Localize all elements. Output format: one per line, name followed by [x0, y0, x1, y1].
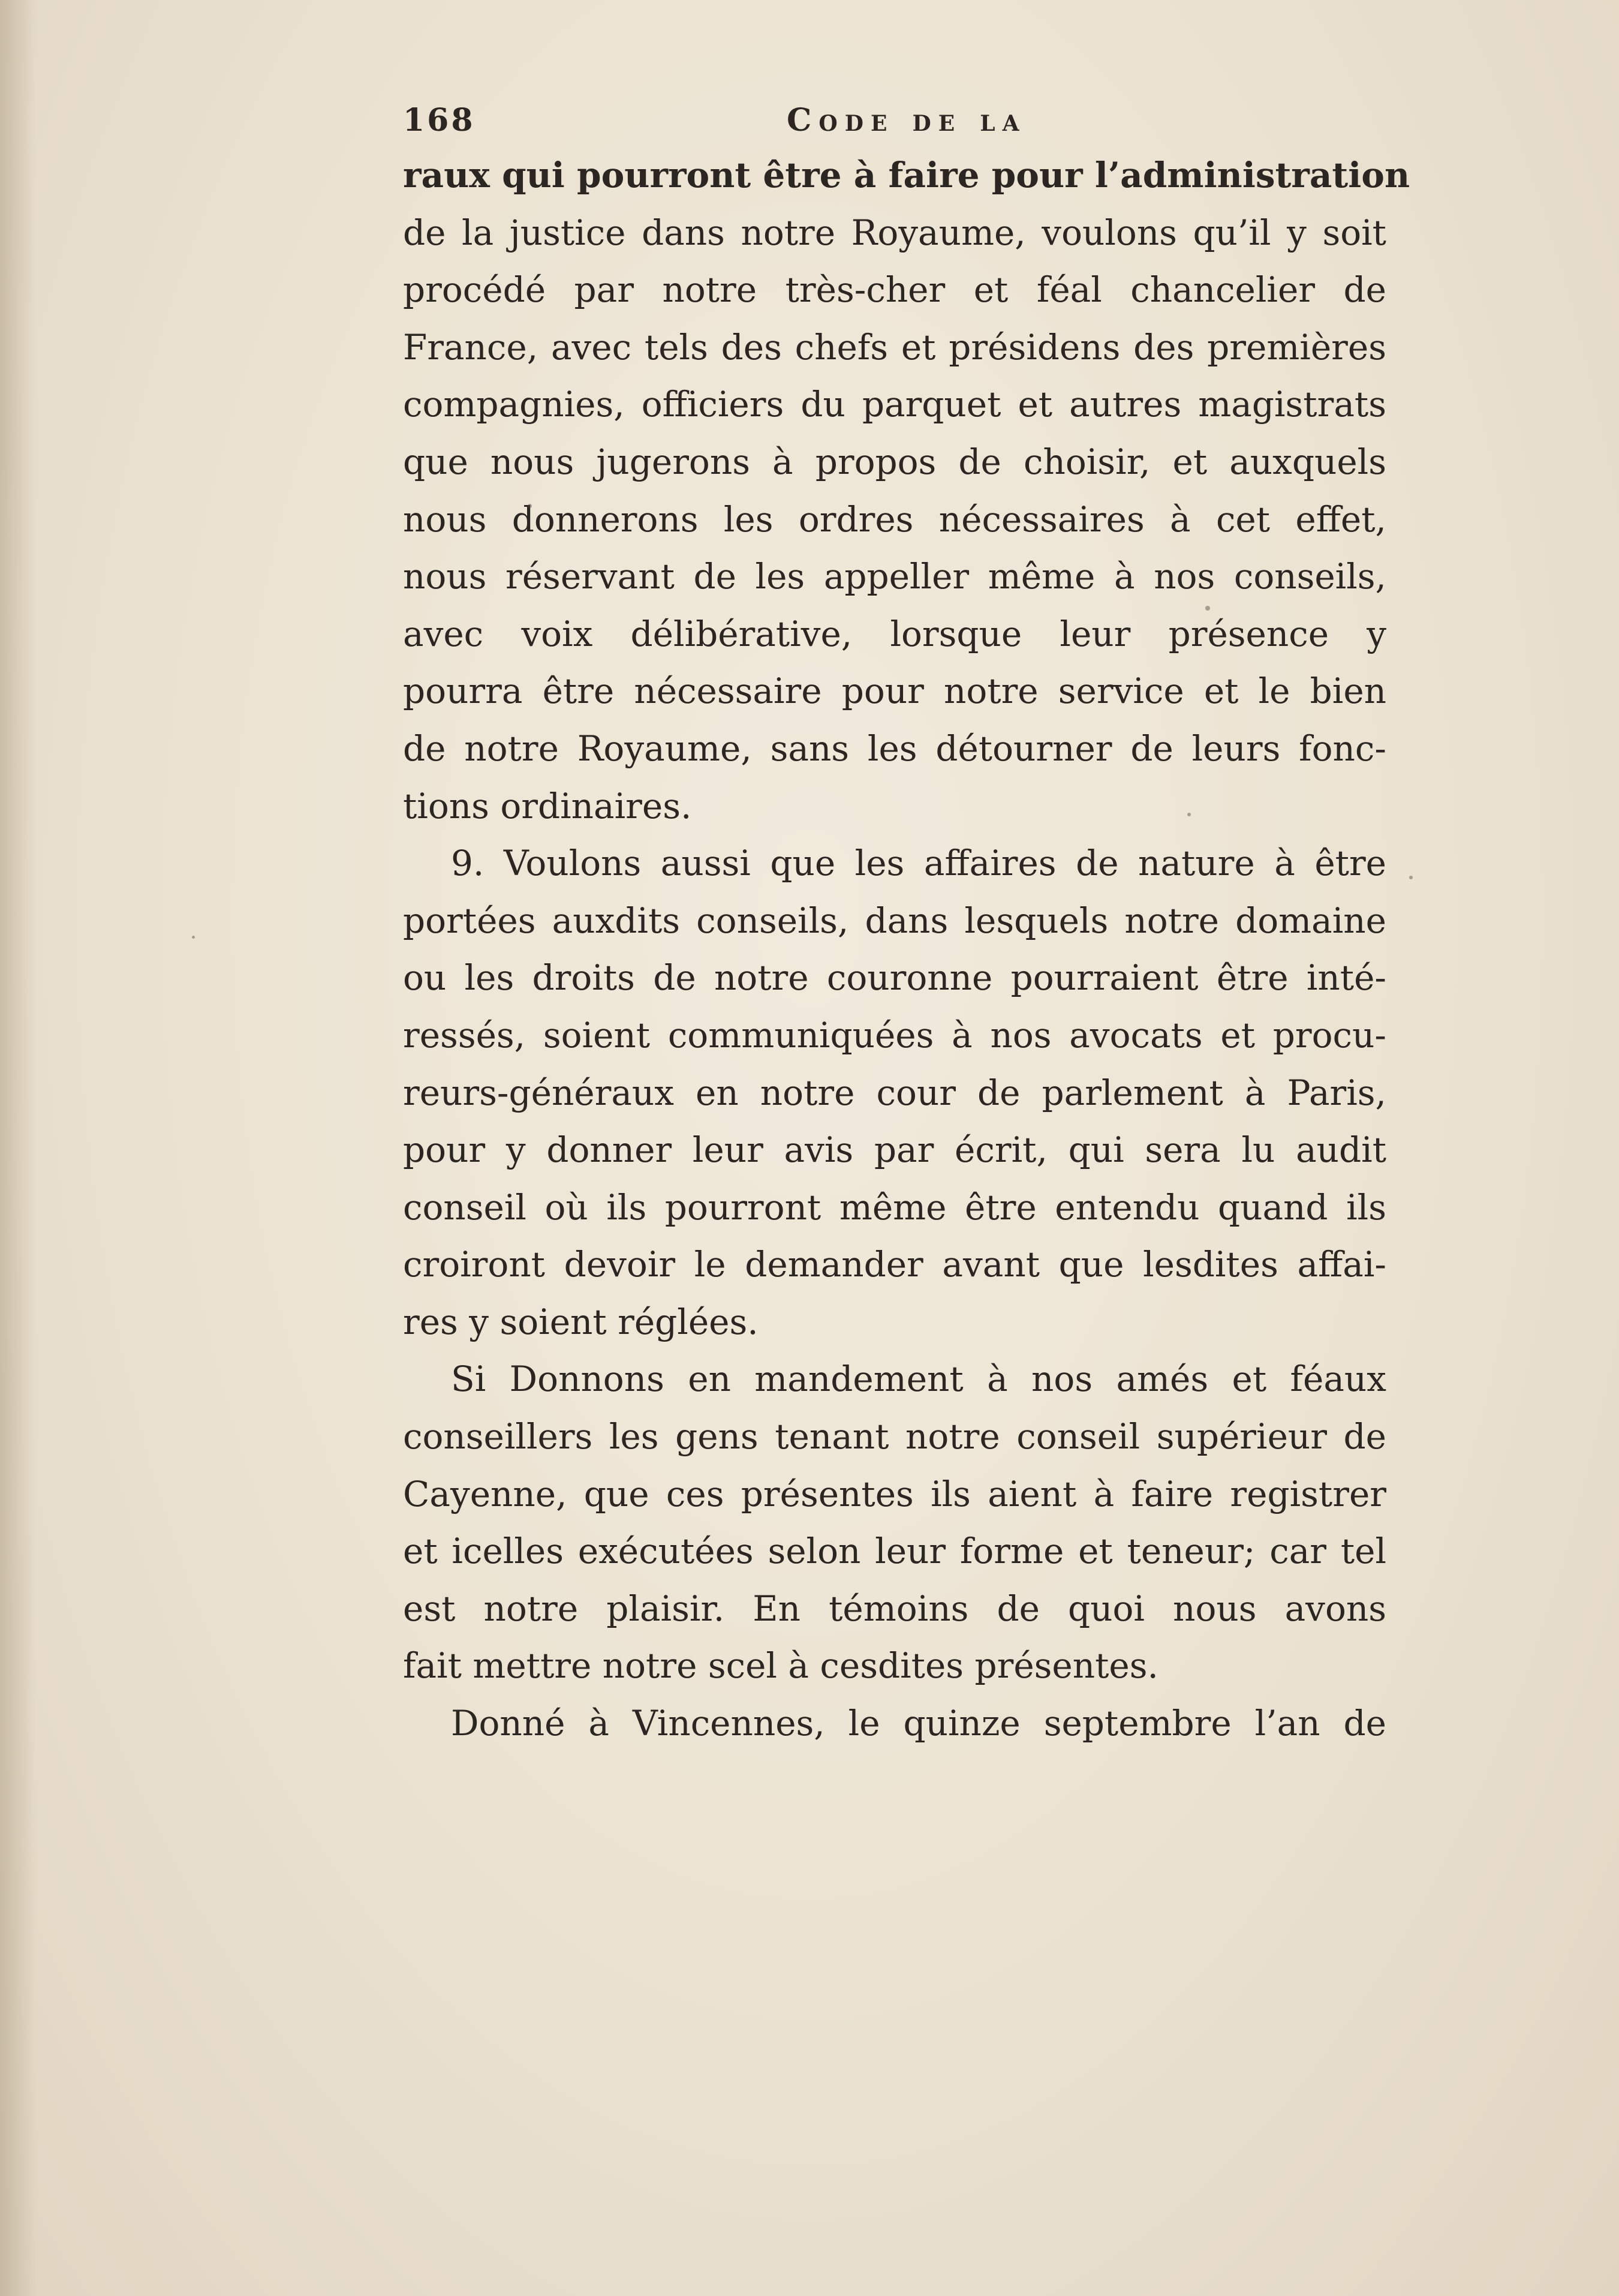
text-line: Si Donnons en mandement à nos amés et féaux	[451, 1359, 1386, 1400]
paper-speck	[1409, 876, 1413, 879]
paper-speck	[1205, 606, 1210, 611]
running-head: Code de la	[787, 102, 1027, 139]
text-line: est notre plaisir. En témoins de quoi nous avons	[403, 1588, 1386, 1629]
text-line: croiront devoir le demander avant que lesdites affai-	[403, 1244, 1386, 1285]
text-line: nous donnerons les ordres nécessaires à cet effet,	[403, 498, 1386, 540]
text-line: Donné à Vincennes, le quinze septembre l’an de	[451, 1703, 1386, 1744]
paper-speck	[528, 504, 532, 508]
text-line: que nous jugerons à propos de choisir, et auxquels	[403, 441, 1386, 482]
text-line: portées auxdits conseils, dans lesquels notre domaine	[403, 900, 1386, 941]
text-line: et icelles exécutées selon leur forme et teneur; car tel	[403, 1531, 1386, 1572]
paragraph-article-9	[403, 835, 1386, 1351]
text-line: pour y donner leur avis par écrit, qui sera lu audit	[403, 1129, 1386, 1171]
text-line: ou les droits de notre couronne pourraient être inté-	[403, 957, 1386, 999]
text-line: de notre Royaume, sans les détourner de leurs fonc-	[403, 728, 1386, 769]
text-line: Cayenne, que ces présentes ils aient à faire registrer	[403, 1473, 1386, 1514]
body-text	[403, 147, 1410, 1753]
text-line: avec voix délibérative, lorsque leur présence y	[403, 613, 1386, 654]
text-line: conseillers les gens tenant notre conseil supérieur de	[403, 1416, 1386, 1457]
text-line: France, avec tels des chefs et présidens des premières	[403, 326, 1386, 368]
text-line: reurs-généraux en notre cour de parlement à Paris,	[403, 1072, 1386, 1113]
text-line: pourra être nécessaire pour notre service et le bien	[403, 671, 1386, 712]
text-line: 9. Voulons aussi que les affaires de nature à être	[451, 843, 1386, 884]
paragraph-continuation	[403, 147, 1410, 835]
text-line: procédé par notre très-cher et féal chancelier de	[403, 269, 1386, 311]
paragraph-mandement	[403, 1351, 1386, 1695]
text-line: raux qui pourront être à faire pour l’administration	[403, 155, 1410, 196]
text-line: ressés, soient communiquées à nos avocats et procu-	[403, 1014, 1386, 1056]
text-line: nous réservant de les appeller même à nos conseils,	[403, 556, 1386, 597]
text-line: compagnies, officiers du parquet et autres magistrats	[403, 384, 1386, 425]
text-line: fait mettre notre scel à cesdites présentes.	[403, 1645, 1158, 1687]
paper-speck	[192, 936, 195, 939]
paragraph-date	[403, 1695, 1386, 1753]
page-number: 168	[403, 102, 476, 139]
text-line: tions ordinaires.	[403, 785, 692, 827]
paper-speck	[1187, 813, 1191, 816]
text-line: res y soient réglées.	[403, 1301, 759, 1342]
text-line: de la justice dans notre Royaume, voulons qu’il y soit	[403, 212, 1386, 253]
page-edge-shadow	[0, 0, 36, 2296]
text-line: conseil où ils pourront même être entendu quand ils	[403, 1186, 1386, 1228]
